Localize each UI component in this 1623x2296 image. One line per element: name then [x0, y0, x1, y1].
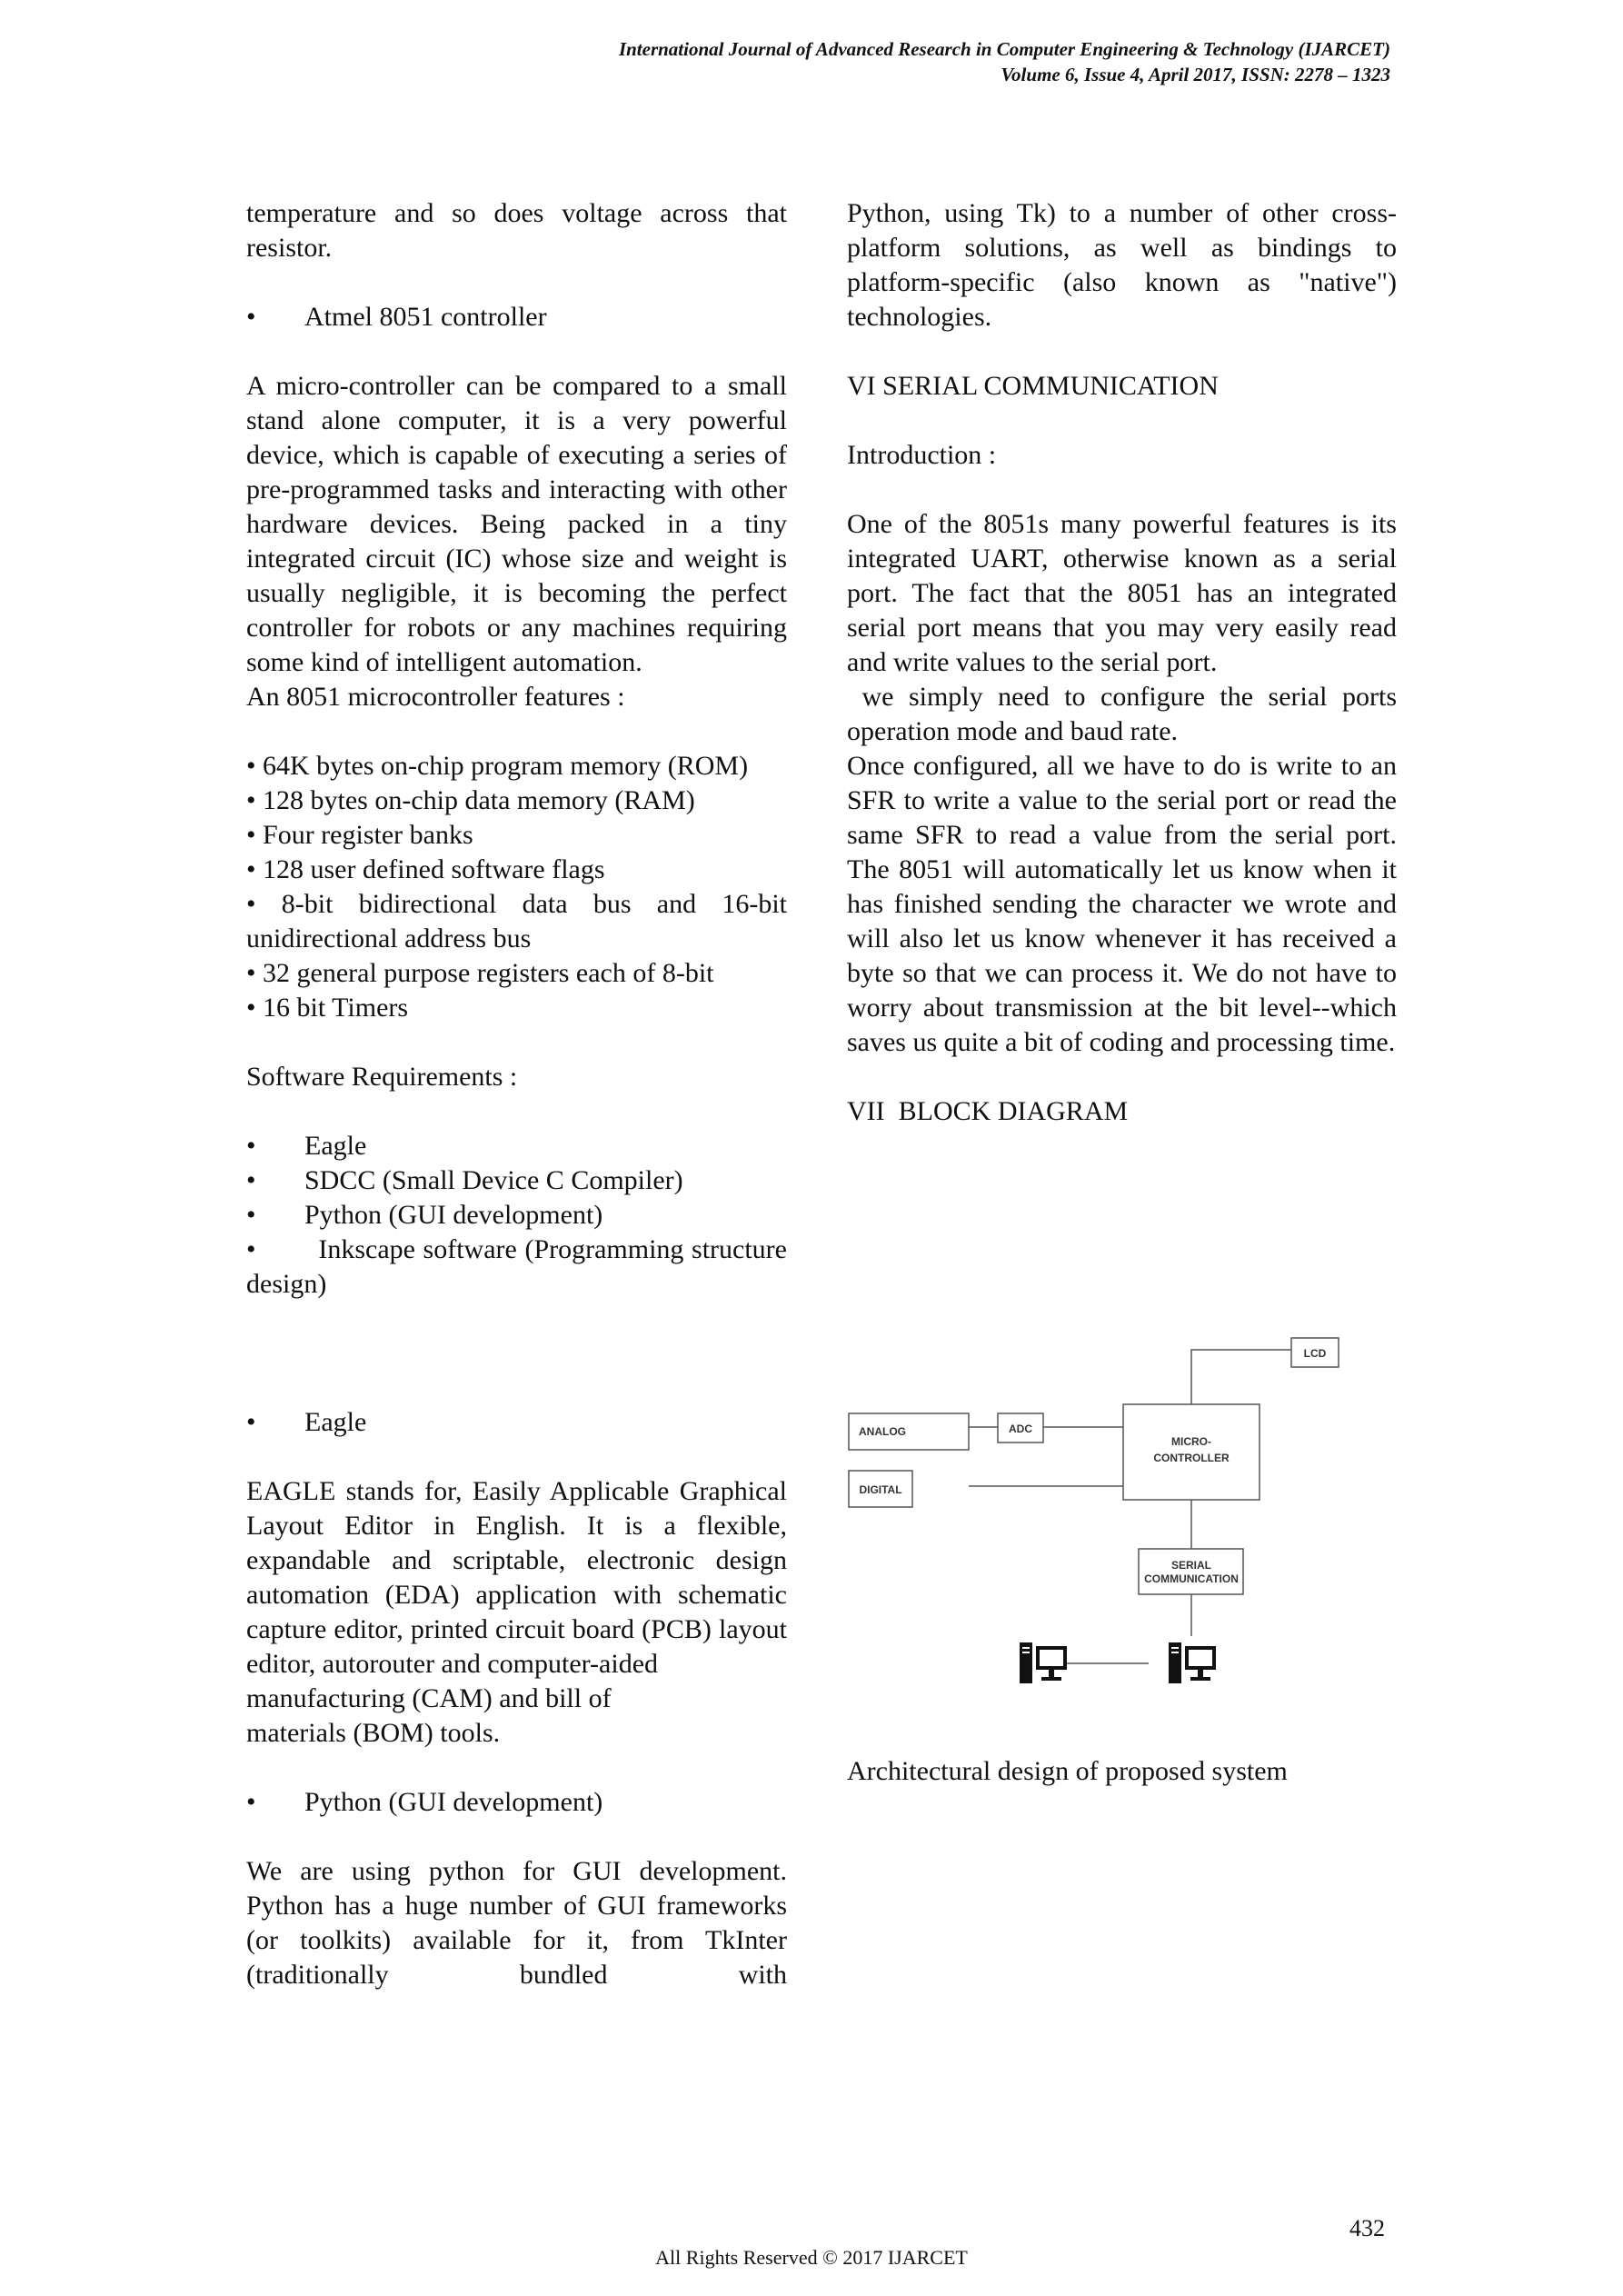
- paragraph-line: materials (BOM) tools.: [246, 1718, 501, 1748]
- bullet-item: [246, 1198, 787, 1233]
- bullet-item: [246, 1233, 787, 1302]
- bullet-mark: •: [246, 1234, 319, 1264]
- bullet-mark: •: [246, 302, 256, 332]
- bullet-mark: •: [246, 1407, 256, 1437]
- analog-label: ANALOG: [859, 1425, 906, 1438]
- left-column: [246, 196, 787, 1992]
- digital-label: DIGITAL: [859, 1483, 902, 1496]
- bullet-text: Python (GUI development): [304, 1787, 603, 1817]
- feature-item: • Four register banks: [246, 820, 473, 850]
- serial-label-line2: COMMUNICATION: [1144, 1572, 1239, 1585]
- feature-item: • 128 user defined software flags: [246, 854, 605, 884]
- bullet-mark: •: [246, 1131, 256, 1161]
- bullet-mark: •: [246, 1787, 256, 1817]
- bullet-mark: •: [246, 1165, 256, 1195]
- bullet-text: Atmel 8051 controller: [304, 302, 547, 332]
- bullet-mark: •: [246, 1200, 256, 1230]
- connector-mc-lcd: [1191, 1350, 1291, 1404]
- paragraph: Python, using Tk) to a number of other cross-platform solutions, as well as bindings to platform-specific (also known as "native") technologies.: [847, 198, 1397, 332]
- adc-label: ADC: [1009, 1423, 1032, 1435]
- feature-item: • 16 bit Timers: [246, 993, 409, 1023]
- paragraph: An 8051 microcontroller features :: [246, 682, 625, 712]
- journal-volume: Volume 6, Issue 4, April 2017, ISSN: 2278 – 1323: [1001, 64, 1390, 85]
- journal-header: [619, 36, 1390, 87]
- paragraph: temperature and so does voltage across that resistor.: [246, 198, 787, 263]
- feature-item: • 32 general purpose registers each of 8-bit: [246, 958, 714, 988]
- paragraph: we simply need to configure the serial ports operation mode and baud rate.: [847, 682, 1404, 746]
- lcd-label: LCD: [1303, 1347, 1327, 1360]
- software-heading: Software Requirements :: [246, 1062, 518, 1092]
- block-diagram: [841, 1327, 1350, 1709]
- paragraph-line: manufacturing (CAM) and bill of: [246, 1683, 612, 1713]
- copyright-footer: All Rights Reserved © 2017 IJARCET: [655, 2246, 968, 2269]
- paragraph: Once configured, all we have to do is write to an SFR to write a value to the serial port or read the same SFR to read a value from the serial port. The 8051 will automatically let us know when it has finished sending the character we wrote and will also let us know whenever it has received a byte so that we can process it. We do not have to worry about transmission at the bit level--which saves us quite a bit of coding and processing time.: [847, 751, 1397, 1057]
- feature-item: • 8-bit bidirectional data bus and 16-bit unidirectional address bus: [246, 889, 787, 953]
- bullet-text: SDCC (Small Device C Compiler): [304, 1165, 683, 1195]
- journal-title: International Journal of Advanced Research in Computer Engineering & Technology (IJARCET): [618, 38, 1390, 60]
- bullet-item: [246, 1405, 787, 1440]
- bullet-text: Eagle: [304, 1131, 367, 1161]
- section-heading-serial: VI SERIAL COMMUNICATION: [847, 371, 1219, 401]
- subheading-intro: Introduction :: [847, 440, 997, 470]
- mc-label-line1: MICRO-: [1171, 1435, 1211, 1448]
- bullet-item: [246, 1785, 787, 1820]
- bullet-text: Inkscape software (Programming structure design): [246, 1234, 787, 1299]
- paragraph: One of the 8051s many powerful features is its integrated UART, otherwise known as a serial port. The fact that the 8051 has an integrated serial port means that you may very easily read and write values to the serial port.: [847, 509, 1397, 677]
- paragraph: A micro-controller can be compared to a small stand alone computer, it is a very powerful device, which is capable of executing a series of pre-programmed tasks and interacting with other hardware devices. Being packed in a tiny integrated circuit (IC) whose size and weight is usually negligible, it is becoming the perfect controller for robots or any machines requiring some kind of intelligent automation.: [246, 371, 787, 677]
- figure-caption: Architectural design of proposed system: [847, 1756, 1288, 1786]
- paragraph: EAGLE stands for, Easily Applicable Graphical Layout Editor in English. It is a flexible, expandable and scriptable, electronic design automation (EDA) application with schematic capture editor, printed circuit board (PCB) layout editor, autorouter and computer-aided: [246, 1476, 787, 1679]
- bullet-text: Python (GUI development): [304, 1200, 603, 1230]
- bullet-item: [246, 1163, 787, 1198]
- bullet-item: [246, 300, 787, 334]
- computer-icon: [1169, 1642, 1216, 1683]
- computer-icon: [1020, 1642, 1067, 1683]
- bullet-item: [246, 1129, 787, 1163]
- bullet-text: Eagle: [304, 1407, 367, 1437]
- mc-label-line2: CONTROLLER: [1153, 1452, 1230, 1464]
- paragraph: We are using python for GUI development. Python has a huge number of GUI frameworks (or toolkits) available for it, from TkInter (traditionally bundled with: [246, 1856, 787, 1990]
- serial-label-line1: SERIAL: [1170, 1559, 1212, 1572]
- serial-communication-box: [1139, 1549, 1243, 1594]
- feature-item: • 128 bytes on-chip data memory (RAM): [246, 785, 695, 815]
- block-diagram-svg: [841, 1327, 1350, 1709]
- section-heading-block-diagram: VII BLOCK DIAGRAM: [847, 1096, 1129, 1126]
- right-column: [847, 196, 1404, 1129]
- page-number: 432: [1349, 2215, 1385, 2241]
- feature-item: • 64K bytes on-chip program memory (ROM): [246, 751, 749, 781]
